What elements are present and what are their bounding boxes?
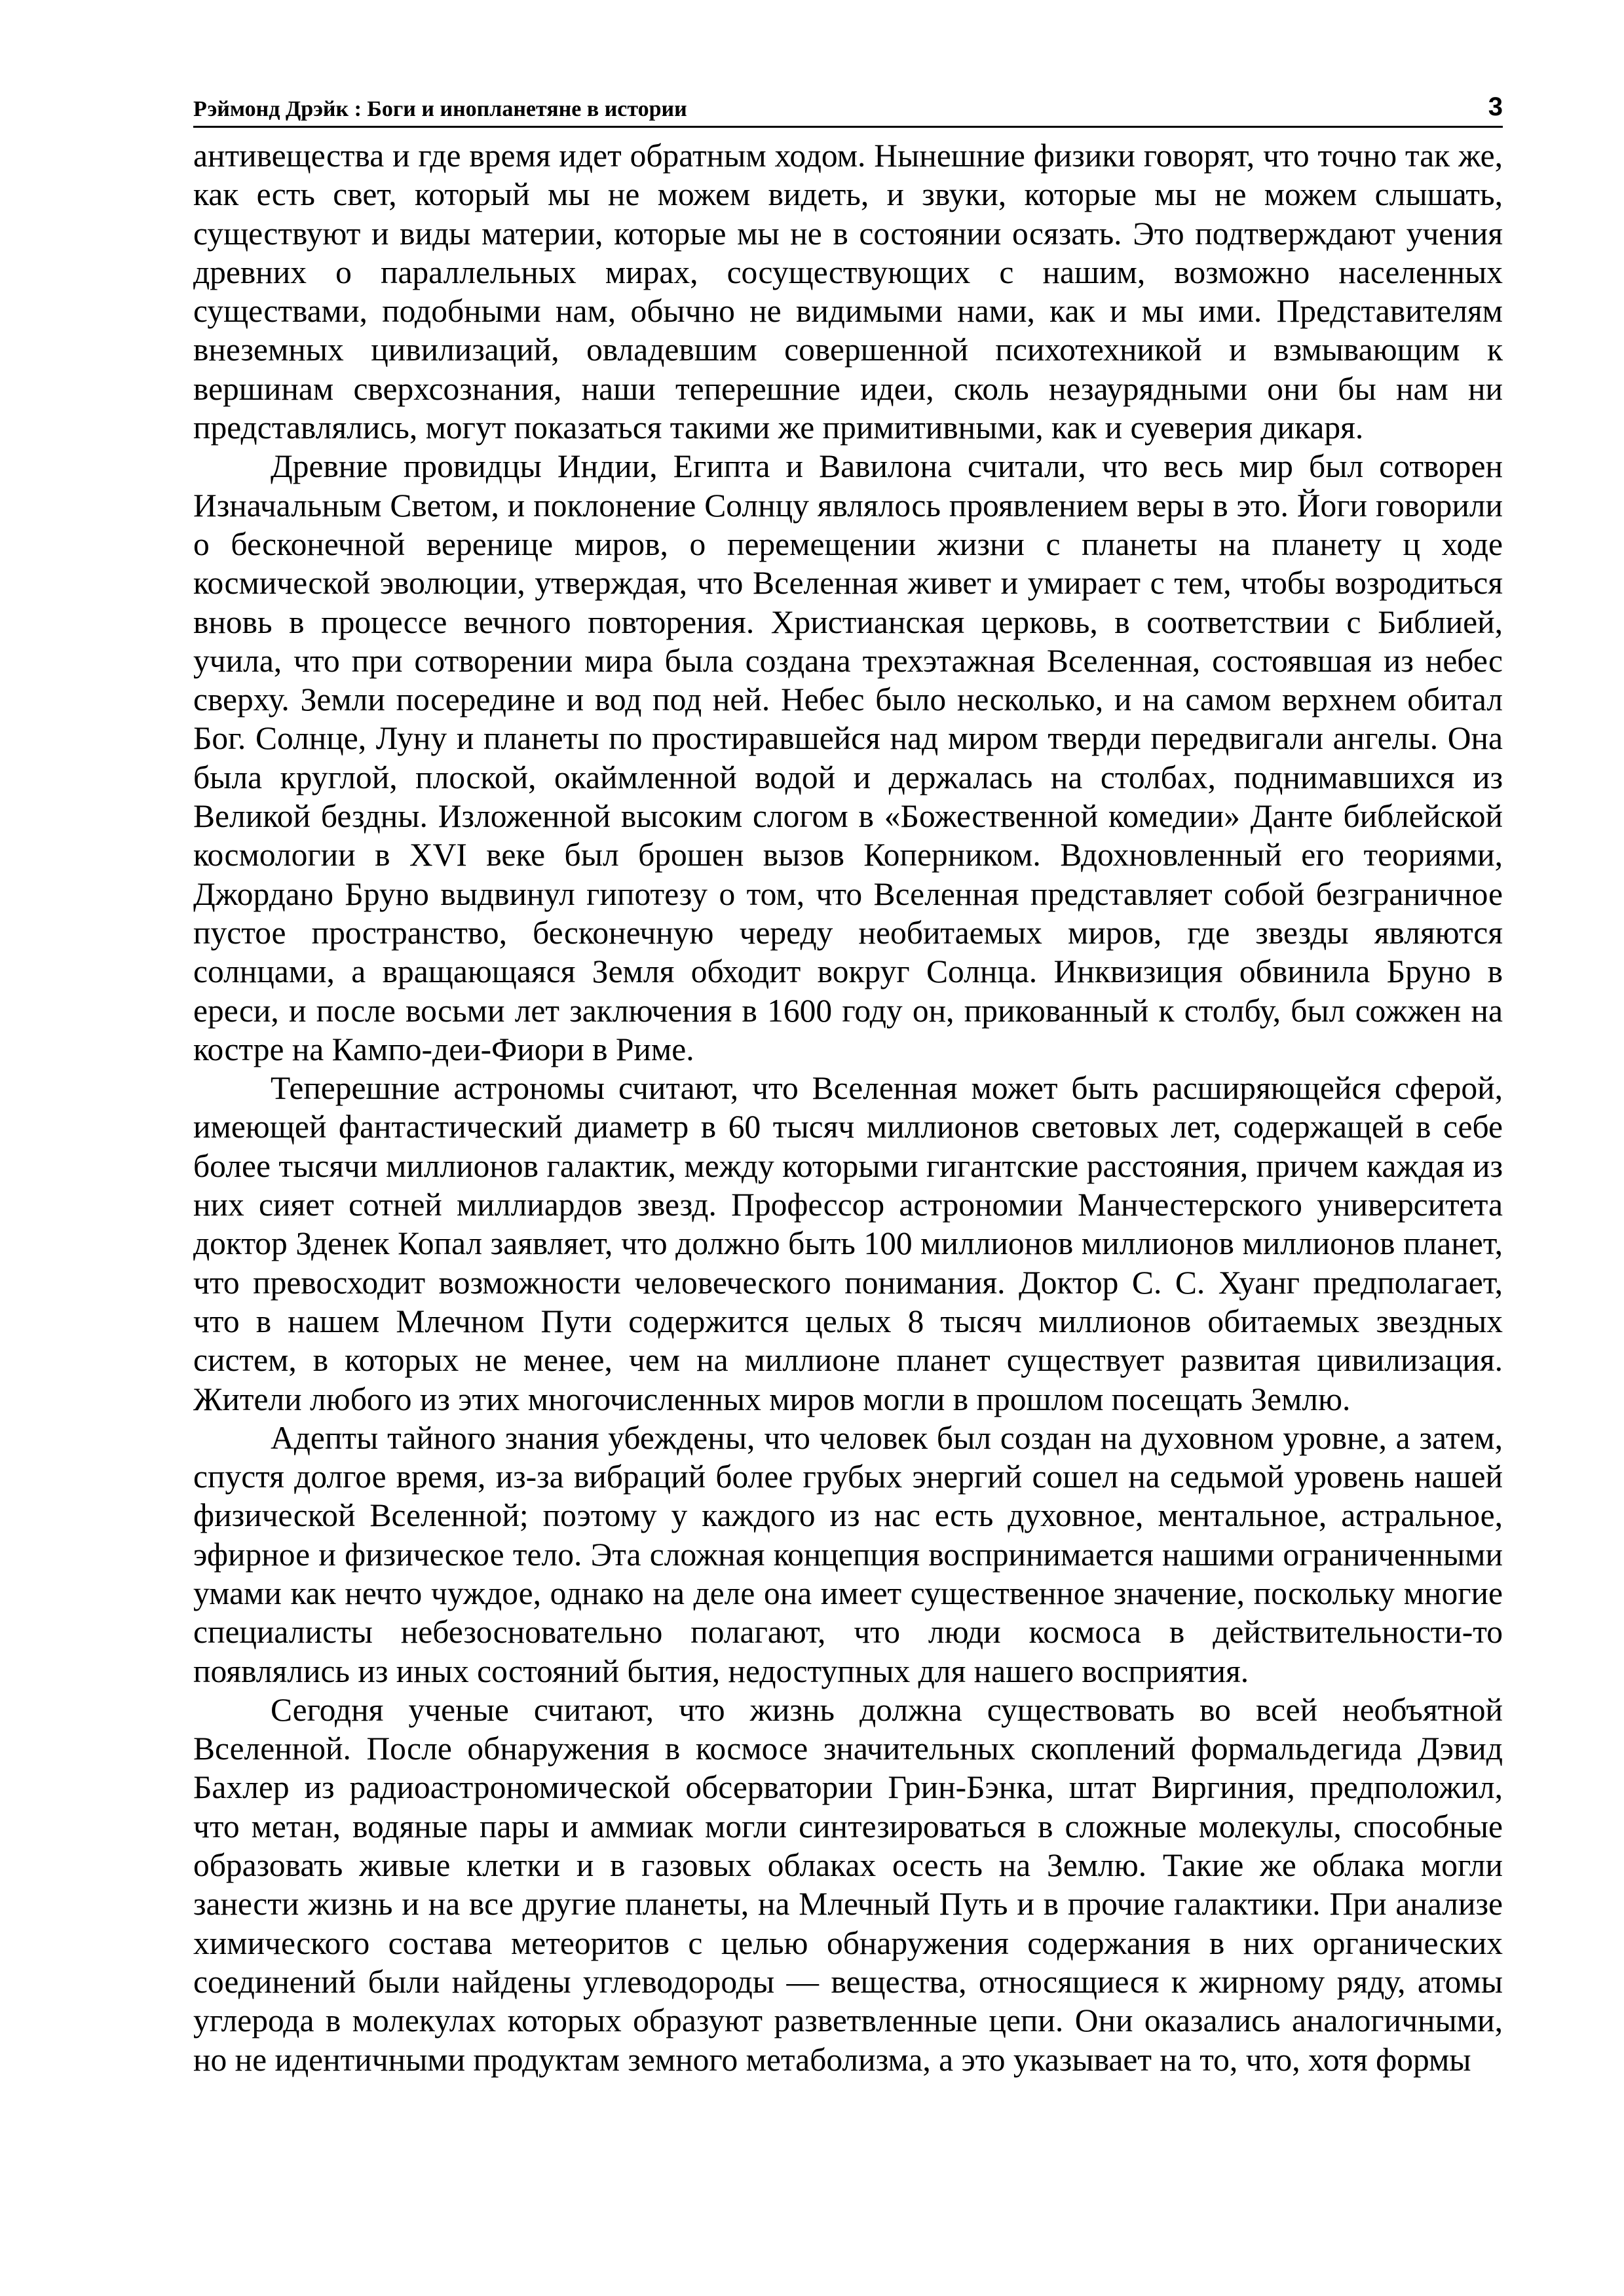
page-number: 3 (1488, 92, 1503, 121)
page-body (193, 136, 1503, 2079)
paragraph: Адепты тайного знания убеждены, что человек был создан на духовном уровне, а затем, спустя долгое время, из-за вибраций более грубых энергий сошел на седьмой уровень нашей физической Вселенной; поэтому у каждого из нас есть духовное, ментальное, астральное, эфирное и физическое тело. Эта сложная концепция воспринимается нашими ограниченными умами как нечто чуждое, однако на деле она имеет существенное значение, поскольку многие специалисты небезосновательно полагают, что люди космоса в действительности-то появлялись из иных состояний бытия, недоступных для нашего восприятия. (193, 1419, 1503, 1689)
paragraph: Теперешние астрономы считают, что Вселенная может быть расширяющейся сферой, имеющей фантастический диаметр в 60 тысяч миллионов световых лет, содержащей в себе более тысячи миллионов галактик, между которыми гигантские расстояния, причем каждая из них сияет сотней миллиардов звезд. Профессор астрономии Манчестерского университета доктор Зденек Копал заявляет, что должно быть 100 миллионов миллионов миллионов планет, что превосходит возможности человеческого понимания. Доктор С. С. Хуанг предполагает, что в нашем Млечном Пути содержится целых 8 тысяч миллионов обитаемых звездных систем, в которых не менее, чем на миллионе планет существует развитая цивилизация. Жители любого из этих многочисленных миров могли в прошлом посещать Землю. (193, 1070, 1503, 1417)
paragraph: Сегодня ученые считают, что жизнь должна существовать во всей необъятной Вселенной. После обнаружения в космосе значительных скоплений формальдегида Дэвид Бахлер из радиоастрономической обсерватории Грин-Бэнка, штат Виргиния, предположил, что метан, водяные пары и аммиак могли синтезироваться в сложные молекулы, способные образовать живые клетки и в газовых облаках осесть на Землю. Такие же облака могли занести жизнь и на все другие планеты, на Млечный Путь и в прочие галактики. При анализе химического состава метеоритов с целью обнаружения содержания в них органических соединений были найдены углеводороды — вещества, относящиеся к жирному ряду, атомы углерода в молекулах которых образуют разветвленные цепи. Они оказались аналогичными, но не идентичными продуктам земного метаболизма, а это указывает на то, что, хотя формы (193, 1691, 1503, 2078)
running-title: Рэймонд Дрэйк : Боги и инопланетяне в истории (193, 97, 687, 121)
paragraph-continued: антивещества и где время идет обратным ходом. Нынешние физики говорят, что точно так же, как есть свет, который мы не можем видеть, и звуки, которые мы не можем слышать, существуют и виды материи, которые мы не в состоянии осязать. Это подтверждают учения древних о параллельных мирах, сосуществующих с нашим, возможно населенных существами, подобными нам, обычно не видимыми нами, как и мы ими. Представителям внеземных цивилизаций, овладевшим совершенной психотехникой и взмывающим к вершинам сверхсознания, наши теперешние идеи, сколь незаурядными они бы нам ни представлялись, могут показаться такими же примитивными, как и суеверия дикаря. (193, 138, 1503, 446)
paragraph: Древние провидцы Индии, Египта и Вавилона считали, что весь мир был сотворен Изначальным Светом, и поклонение Солнцу являлось проявлением веры в это. Йоги говорили о бесконечной веренице миров, о перемещении жизни с планеты на планету ц ходе космической эволюции, утверждая, что Вселенная живет и умирает с тем, чтобы возродиться вновь в процессе вечного повторения. Христианская церковь, в соответствии с Библией, учила, что при сотворении мира была создана трехэтажная Вселенная, состоявшая из небес сверху. Земли посередине и вод под ней. Небес было несколько, и на самом верхнем обитал Бог. Солнце, Луну и планеты по простиравшейся над миром тверди передвигали ангелы. Она была круглой, плоской, окаймленной водой и держалась на столбах, поднимавшихся из Великой бездны. Изложенной высоким слогом в «Божественной комедии» Данте библейской космологии в XVI веке был брошен вызов Коперником. Вдохновленный его теориями, Джордано Бруно выдвинул гипотезу о том, что Вселенная представляет собой безграничное пустое пространство, бесконечную череду необитаемых миров, где звезды являются солнцами, а вращающаяся Земля обходит вокруг Солнца. Инквизиция обвинила Бруно в ереси, и после восьми лет заключения в 1600 году он, прикованный к столбу, был сожжен на костре на Кампо-деи-Фиори в Риме. (193, 448, 1503, 1067)
page-header (193, 92, 1503, 128)
